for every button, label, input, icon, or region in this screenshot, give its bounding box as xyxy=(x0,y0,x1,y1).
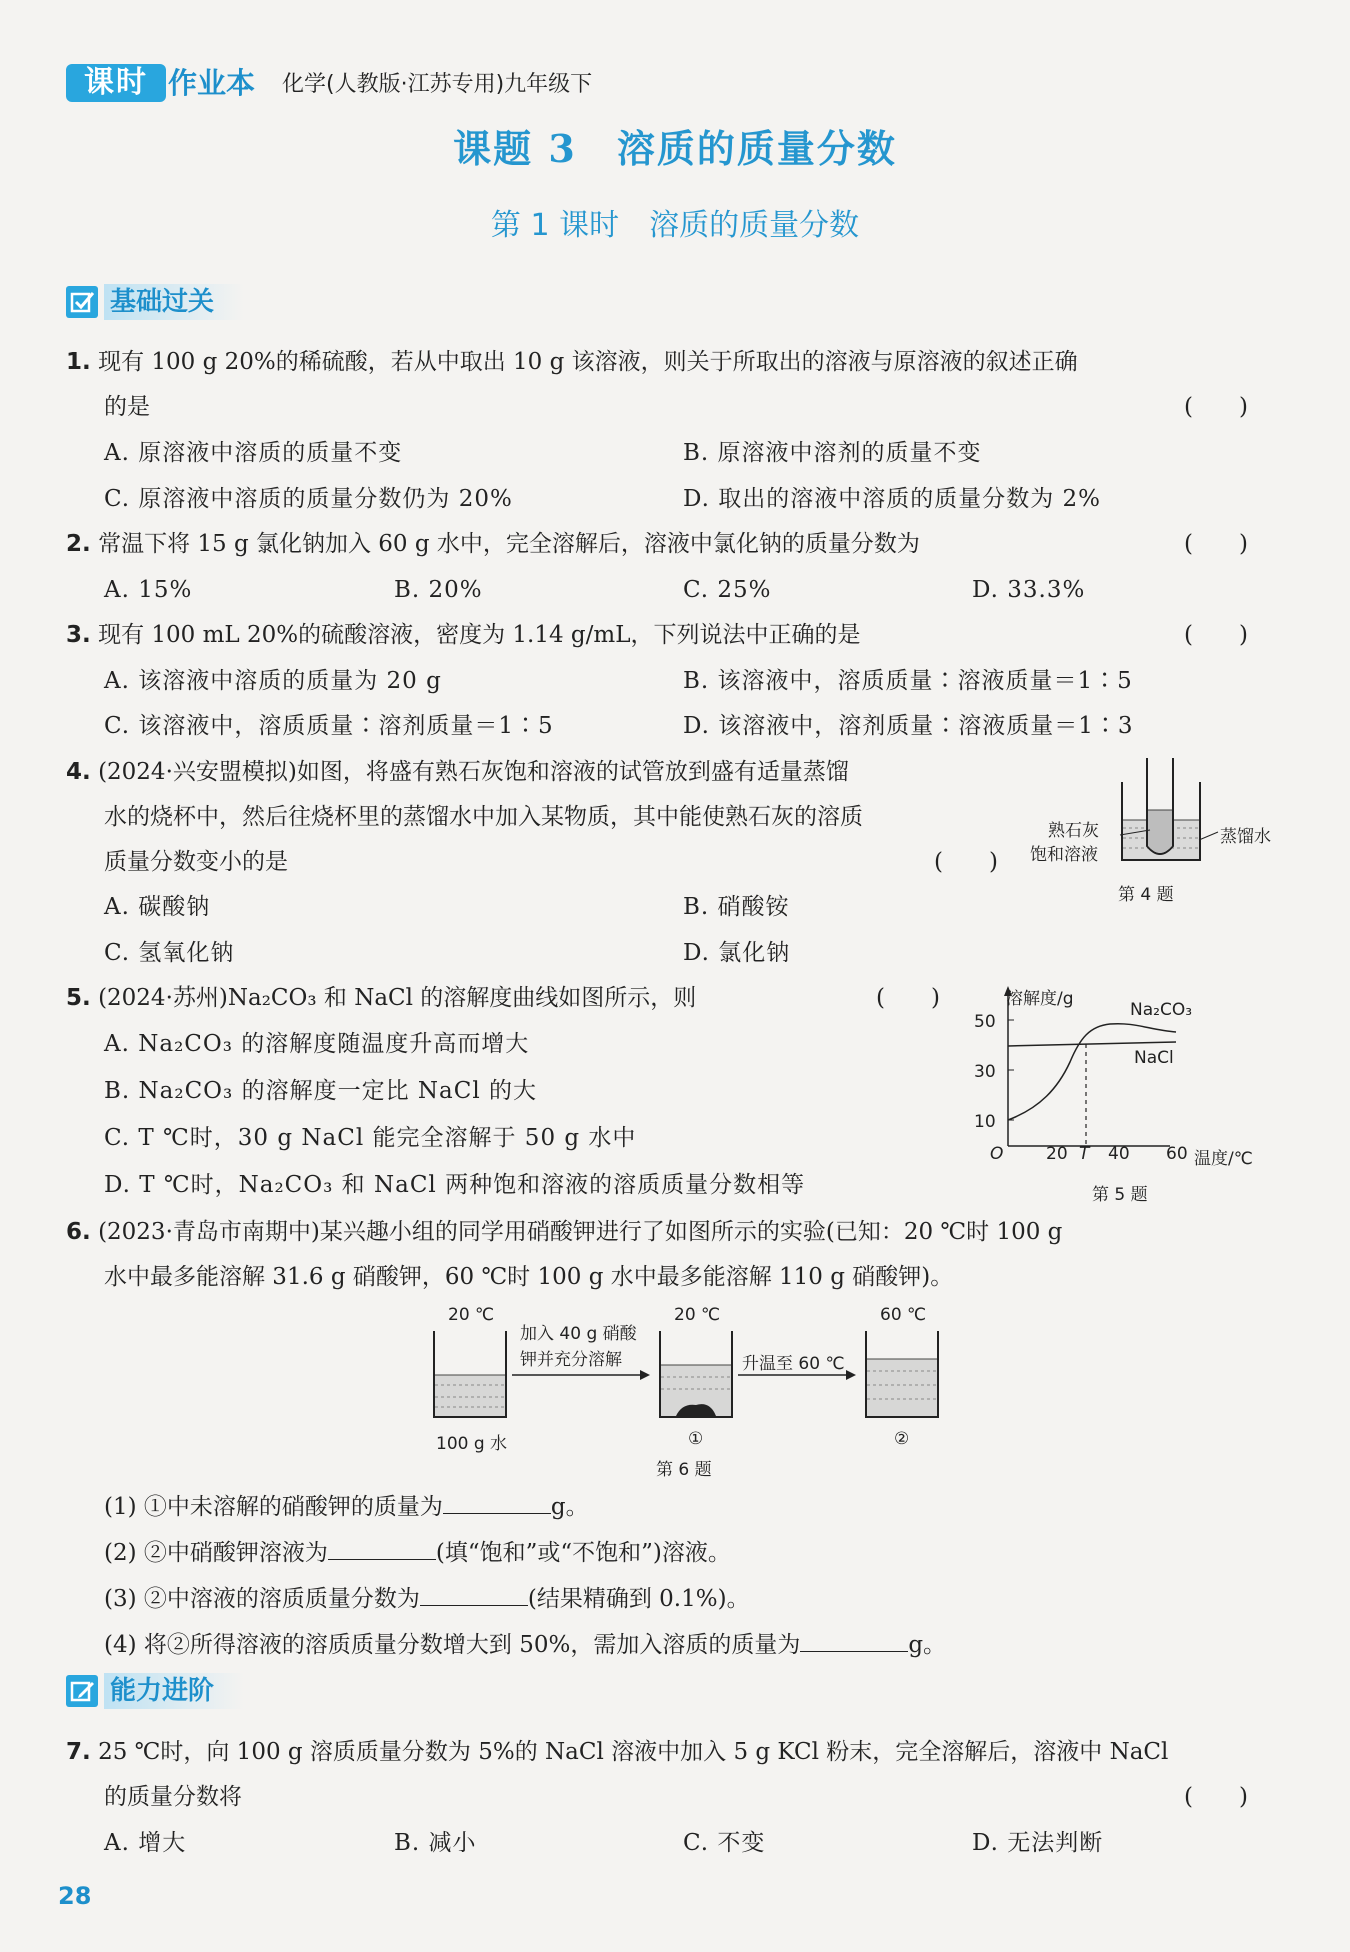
section-basic-label: 基础过关 xyxy=(104,284,244,320)
step-label: 升温至 60 ℃ xyxy=(742,1354,845,1374)
option-a: A. Na₂CO₃ 的溶解度随温度升高而增大 xyxy=(104,1031,530,1057)
answer-blank[interactable] xyxy=(443,1487,551,1514)
subquestion-text: (填“饱和”或“不饱和”)溶液。 xyxy=(435,1540,731,1566)
brand-logo: 课时 xyxy=(66,64,166,102)
option-a: A. 原溶液中溶质的质量不变 xyxy=(104,440,403,466)
option-c: C. 氢氧化钠 xyxy=(104,940,235,966)
series-label-nacl: NaCl xyxy=(1134,1048,1174,1068)
option-d: D. 氯化钠 xyxy=(683,940,791,966)
option-c: C. 不变 xyxy=(683,1830,766,1856)
x-tick: T xyxy=(1079,1144,1090,1164)
question-number: 6. xyxy=(66,1219,91,1245)
question-2 xyxy=(66,527,920,561)
option-b: B. 该溶液中，溶质质量∶溶液质量＝1∶5 xyxy=(683,668,1133,694)
question-text: 现有 100 mL 20%的硫酸溶液，密度为 1.14 g/mL，下列说法中正确的是 xyxy=(98,622,861,648)
option-d: D. 该溶液中，溶剂质量∶溶液质量＝1∶3 xyxy=(683,713,1134,739)
page-subtitle: 第 1 课时 溶质的质量分数 xyxy=(490,208,860,243)
subject-line: 化学(人教版·江苏专用)九年级下 xyxy=(282,72,593,97)
subquestion-text: g。 xyxy=(908,1632,947,1658)
question-number: 1. xyxy=(66,349,91,375)
figure-q5 xyxy=(970,978,1280,1208)
option-a: A. 该溶液中溶质的质量为 20 g xyxy=(104,668,442,694)
answer-blank[interactable] xyxy=(800,1625,908,1652)
option-c: C. 原溶液中溶质的质量分数仍为 20% xyxy=(104,486,513,512)
option-a: A. 碳酸钠 xyxy=(104,894,211,920)
subquestion-text: (结果精确到 0.1%)。 xyxy=(527,1586,750,1612)
subquestion-text: (3) ②中溶液的溶质质量分数为 xyxy=(104,1586,420,1612)
beaker-label: ② xyxy=(894,1429,910,1449)
answer-paren[interactable]: ( ) xyxy=(1184,622,1248,648)
answer-paren[interactable]: ( ) xyxy=(1184,394,1248,420)
question-number: 5. xyxy=(66,985,91,1011)
page-title: 课题 3 溶质的质量分数 xyxy=(453,126,897,171)
beaker-label: ① xyxy=(688,1429,704,1449)
question-4 xyxy=(66,755,849,789)
subquestion-text: g。 xyxy=(550,1494,589,1520)
subquestion-text: (4) 将②所得溶液的溶质质量分数增大到 50%，需加入溶质的质量为 xyxy=(104,1632,801,1658)
question-text: (2024·苏州)Na₂CO₃ 和 NaCl 的溶解度曲线如图所示，则 xyxy=(98,985,697,1011)
series-label-na2co3: Na₂CO₃ xyxy=(1130,1000,1193,1020)
answer-paren[interactable]: ( ) xyxy=(934,849,998,875)
question-number: 2. xyxy=(66,531,91,557)
step-label: 加入 40 g 硝酸 xyxy=(520,1324,637,1344)
figure-caption: 第 6 题 xyxy=(656,1460,712,1480)
x-tick: 40 xyxy=(1108,1144,1130,1164)
x-axis-label: 温度/℃ xyxy=(1194,1149,1253,1169)
option-a: A. 增大 xyxy=(104,1830,187,1856)
option-c: C. 该溶液中，溶质质量∶溶剂质量＝1∶5 xyxy=(104,713,554,739)
subquestion-text: (1) ①中未溶解的硝酸钾的质量为 xyxy=(104,1494,443,1520)
y-tick: 30 xyxy=(974,1062,996,1082)
question-number: 3. xyxy=(66,622,91,648)
answer-blank[interactable] xyxy=(328,1533,436,1560)
subquestion-4 xyxy=(104,1625,946,1662)
answer-paren[interactable]: ( ) xyxy=(1184,531,1248,557)
question-number: 4. xyxy=(66,759,91,785)
option-b: B. 减小 xyxy=(394,1830,477,1856)
option-d: D. 无法判断 xyxy=(972,1830,1104,1856)
figure-q6 xyxy=(420,1305,950,1485)
option-d: D. T ℃时，Na₂CO₃ 和 NaCl 两种饱和溶液的溶质质量分数相等 xyxy=(104,1172,806,1198)
section-advanced-label: 能力进阶 xyxy=(104,1673,244,1709)
option-d: D. 33.3% xyxy=(972,577,1086,603)
section-basic xyxy=(66,284,244,324)
step-label: 钾并充分溶解 xyxy=(520,1350,622,1370)
option-c: C. T ℃时，30 g NaCl 能完全溶解于 50 g 水中 xyxy=(104,1125,637,1151)
answer-paren[interactable]: ( ) xyxy=(1184,1784,1248,1810)
experiment-diagram xyxy=(420,1305,950,1445)
question-3 xyxy=(66,618,861,652)
x-tick: 60 xyxy=(1166,1144,1188,1164)
question-text-cont: 水的烧杯中，然后往烧杯里的蒸馏水中加入某物质，其中能使熟石灰的溶质 xyxy=(104,804,863,830)
option-b: B. 硝酸铵 xyxy=(683,894,790,920)
answer-blank[interactable] xyxy=(420,1579,528,1606)
temp-label: 20 ℃ xyxy=(674,1305,721,1325)
x-tick: 20 xyxy=(1046,1144,1068,1164)
question-7 xyxy=(66,1735,1168,1769)
temp-label: 60 ℃ xyxy=(880,1305,927,1325)
question-text: (2023·青岛市南期中)某兴趣小组的同学用硝酸钾进行了如图所示的实验(已知：20 ℃时 100 g xyxy=(98,1219,1063,1245)
y-axis-label: 溶解度/g xyxy=(1006,989,1074,1009)
y-tick: 10 xyxy=(974,1112,996,1132)
brand-name: 作业本 xyxy=(168,66,256,100)
figure-caption: 第 4 题 xyxy=(1118,885,1174,905)
question-text: 现有 100 g 20%的稀硫酸，若从中取出 10 g 该溶液，则关于所取出的溶液与原溶液的叙述正确 xyxy=(98,349,1078,375)
answer-paren[interactable]: ( ) xyxy=(876,985,940,1011)
subquestion-text: (2) ②中硝酸钾溶液为 xyxy=(104,1540,328,1566)
option-b: B. 20% xyxy=(394,577,483,603)
beaker-label: 100 g 水 xyxy=(436,1434,508,1454)
pencil-icon xyxy=(66,1675,98,1707)
subquestion-3 xyxy=(104,1579,750,1616)
label-distilled-water: 蒸馏水 xyxy=(1220,827,1271,847)
question-text: (2024·兴安盟模拟)如图，将盛有熟石灰饱和溶液的试管放到盛有适量蒸馏 xyxy=(98,759,849,785)
figure-q4 xyxy=(1030,750,1280,910)
question-text: 25 ℃时，向 100 g 溶质质量分数为 5%的 NaCl 溶液中加入 5 g KCl 粉末，完全溶解后，溶液中 NaCl xyxy=(98,1739,1169,1765)
origin-label: O xyxy=(990,1144,1004,1164)
label-limewater-1: 熟石灰 xyxy=(1048,821,1099,841)
option-a: A. 15% xyxy=(104,577,193,603)
question-text-cont: 的是 xyxy=(104,394,150,420)
option-d: D. 取出的溶液中溶质的质量分数为 2% xyxy=(683,486,1102,512)
question-1 xyxy=(66,345,1078,379)
y-tick: 50 xyxy=(974,1012,996,1032)
question-5 xyxy=(66,981,696,1015)
option-c: C. 25% xyxy=(683,577,772,603)
question-text: 常温下将 15 g 氯化钠加入 60 g 水中，完全溶解后，溶液中氯化钠的质量分数为 xyxy=(98,531,920,557)
option-b: B. 原溶液中溶剂的质量不变 xyxy=(683,440,982,466)
question-text-cont: 质量分数变小的是 xyxy=(104,849,288,875)
temp-label: 20 ℃ xyxy=(448,1305,495,1325)
question-6 xyxy=(66,1215,1062,1249)
subquestion-1 xyxy=(104,1487,589,1524)
option-b: B. Na₂CO₃ 的溶解度一定比 NaCl 的大 xyxy=(104,1078,537,1104)
question-number: 7. xyxy=(66,1739,91,1765)
label-limewater-2: 饱和溶液 xyxy=(1030,845,1098,865)
figure-caption: 第 5 题 xyxy=(1092,1185,1148,1205)
section-advanced xyxy=(66,1673,244,1713)
question-text-cont: 的质量分数将 xyxy=(104,1784,242,1810)
page-number: 28 xyxy=(58,1882,92,1910)
subquestion-2 xyxy=(104,1533,731,1570)
question-text-cont: 水中最多能溶解 31.6 g 硝酸钾，60 ℃时 100 g 水中最多能溶解 110 g 硝酸钾)。 xyxy=(104,1264,954,1290)
checkbox-icon xyxy=(66,286,98,318)
